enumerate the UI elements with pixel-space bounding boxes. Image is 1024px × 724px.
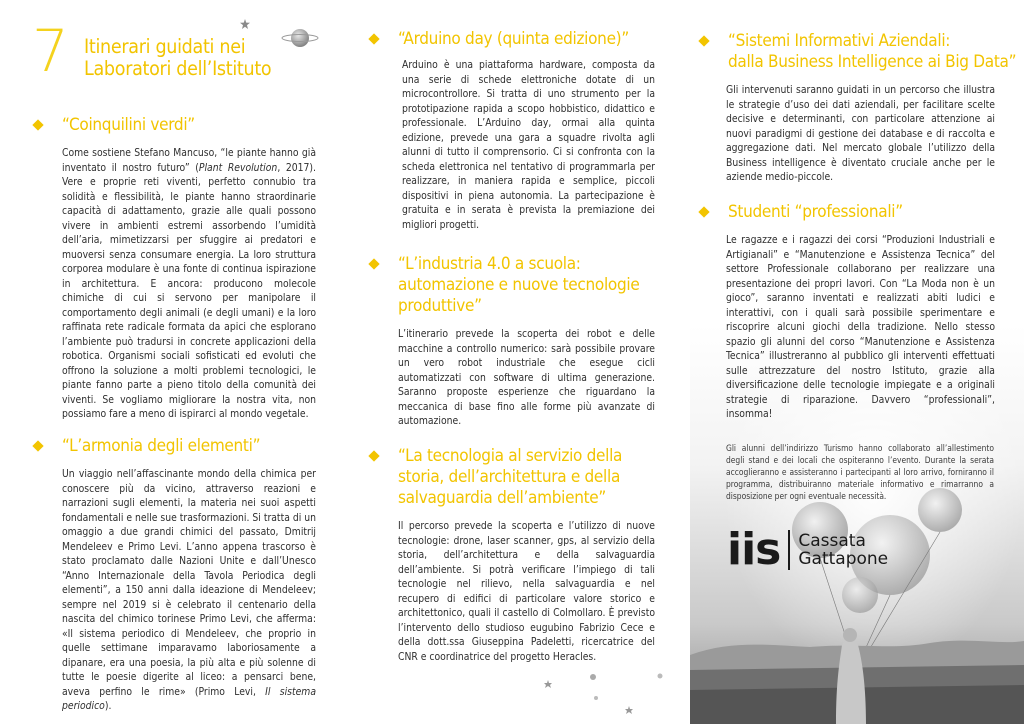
section-title: “La tecnologia al servizio della storia, dell’architettura e della salvaguardia dell’ambiente” [370,446,655,509]
section-body: Le ragazze e i ragazzi dei corsi “Produzioni Industriali e Artigianali” e “Manutenzione e Assistenza Tecnica” del settore Professionale collaborano per realizzare una presentazione dei propri lavori. Con “La Moda non è un gioco”, saranno inventati e realizzati abiti ludici e interattivi, con i quali sarà possibile sperimentare e riscoprire alcuni giochi della tradizione. Nello stesso spazio gli alunni del corso “Manutenzione e Assistenza Tecnica” illustreranno al pubblico gli interventi effettuati sulle attrezzature del nostro Istituto, grazie alla diversificazione delle tecnologie impiegate e a originali strategie di riparazione. Davvero “professionali”, insomma! [726,234,995,420]
school-logo [727,524,889,575]
logo-text: Cassata Gattapone [798,531,889,569]
page-title [84,36,271,80]
section-title: “Coinquilini verdi” [34,115,316,136]
diamond-bullet-icon [698,35,709,46]
diamond-bullet-icon [368,450,379,461]
section-turismo: Gli alunni dell’indirizzo Turismo hanno collaborato all’allestimento degli stand e dei locali che ospiteranno l’evento. Durante la serata accoglieranno e assisteranno i partecipanti al loro arrivo, forniranno il programma, distribuiranno materiale informativo e rimarranno a disposizione per ogni eventuale necessità. [726,443,994,501]
section-body: Il percorso prevede la scoperta e l’utilizzo di nuove tecnologie: drone, laser scanner, gps, al servizio della storia, dell’architettura e della salvaguardia dell’ambiente. Si potrà verificare l’impiego di tali tecnologie nel rilievo, nella salvaguardia e nel recupero di edifici di particolare valore storico e architettonico, quali il castello di Colmollaro. È previsto l’intervento dello studioso eugubino Fabrizio Cece e della dott.ssa Giuseppina Padeletti, ricercatrice del CNR e coordinatrice del progetto Heracles. [398,520,655,663]
section-coinquilini [34,115,316,422]
section-title: “Arduino day (quinta edizione)” [370,29,655,50]
diamond-bullet-icon [368,33,379,44]
stars-decoration-icon [540,668,670,718]
diamond-bullet-icon [698,206,709,217]
logo-mark: iis [727,524,781,575]
section-body: Un viaggio nell’affascinante mondo della chimica per conoscere più da vicino, attraverso reazioni e narrazioni sugli elementi, la materia nei suoi aspetti fondamentali e nelle sue trasformazioni. Si tratta di un omaggio a due grandi chimici del passato, Dmitrij Mendeleev e Primo Levi. L’anno appena trascorso è stato proclamato dalle Nazioni Unite e dall’Unesco “Anno Internazionale della Tavola Periodica degli elementi”, a 150 anni dalla ideazione di Mendeleev; sempre nel 2019 si è celebrato il centenario della nascita del chimico torinese Primo Levi, che afferma: «Il sistema periodico di Mendeleev, che proprio in quelle settimane imparavamo laboriosamente a dipanare, era una poesia, la più alta e più solenne di tutte le poesie digerite al liceo: a pensarci bene, aveva perfino le rime» (Primo Levi, Il sistema periodico). [62,468,316,712]
section-title: “L’industria 4.0 a scuola: automazione e nuove tecnologie produttive” [370,254,655,317]
diamond-bullet-icon [32,440,43,451]
section-title: Studenti “professionali” [700,202,995,223]
section-arduino [370,29,655,232]
section-studenti [700,202,995,422]
page-number: 7 [32,17,69,85]
planet-icon [280,27,320,49]
section-industria [370,254,655,429]
section-body: L’itinerario prevede la scoperta dei robot e delle macchine a controllo numerico: sarà possibile provare un vero robot industriale che esegue cicli automatizzati con software di ultima generazione. Saranno proposte esperienze che riguardano la meccanica di base fino alle forme più avanzate di automazione. [398,328,655,427]
section-body: Gli intervenuti saranno guidati in un percorso che illustra le strategie d’uso dei dati aziendali, per facilitare scelte decisive e determinanti, con particolare attenzione ai nuovi paradigmi di gestione dei database e di raccolta e aggregazione dati. Nel mercato globale l’utilizzo della Business intelligence è diventato cruciale anche per le aziende medio-piccole. [726,84,995,183]
logo-divider [788,530,790,570]
section-sistemi [700,31,1017,185]
page-title-line1: Itinerari guidati nei [84,35,246,58]
section-armonia [34,436,316,714]
diamond-bullet-icon [368,258,379,269]
section-title: “L’armonia degli elementi” [34,436,316,457]
section-body: Arduino è una piattaforma hardware, composta da una serie di schede elettroniche dotate di un microcontrollore. Si tratta di uno strumento per la prototipazione rapida a scopo hobbistico, didattico e professionale. L’Arduino day, ormai alla quinta edizione, prevede una gara a squadre rivolta agli alunni di tutto il comprensorio. Ci si confronta con la scheda elettronica nel tentativo di programmarla per realizzare, in maniera rapida e semplice, piccoli dispositivi in piena autonomia. La partecipazione è gratuita e in serata è prevista la premiazione dei migliori progetti. [402,59,655,231]
section-tecnologia [370,446,655,664]
section-body: Come sostiene Stefano Mancuso, “le piante hanno già inventato il nostro futuro” (Plant Revolution, 2017). Vere e proprie reti viventi, perfetto connubio tra solidità e flessibilità, le piante hanno straordinarie capacità di adattamento, grazie alle quali possono vivere in ambienti estremi assorbendo l’umidità dell’aria, mimetizzarsi per sfuggire ai predatori e muoversi senza consumare energia. La loro struttura corporea modulare è una fonte di continua ispirazione in architettura. E ancora: producono molecole chimiche di cui si servono per manipolare il comportamento degli animali (e degli umani) e la loro raffinata rete radicale formata da apici che esplorano l’ambiente può tradursi in concrete applicazioni della robotica. Organismi sociali sofisticati ed evoluti che offrono la soluzione a molti problemi tecnologici, le piante fanno parte a pieno titolo della comunità dei viventi. Se vogliamo migliorare la nostra vita, non possiamo fare a meno di ispirarci al mondo vegetale. [62,147,316,420]
star-icon [240,19,250,29]
diamond-bullet-icon [32,119,43,130]
section-title: “Sistemi Informativi Aziendali: dalla Business Intelligence ai Big Data” [700,31,995,73]
page-title-line2: Laboratori dell’Istituto [84,57,272,80]
